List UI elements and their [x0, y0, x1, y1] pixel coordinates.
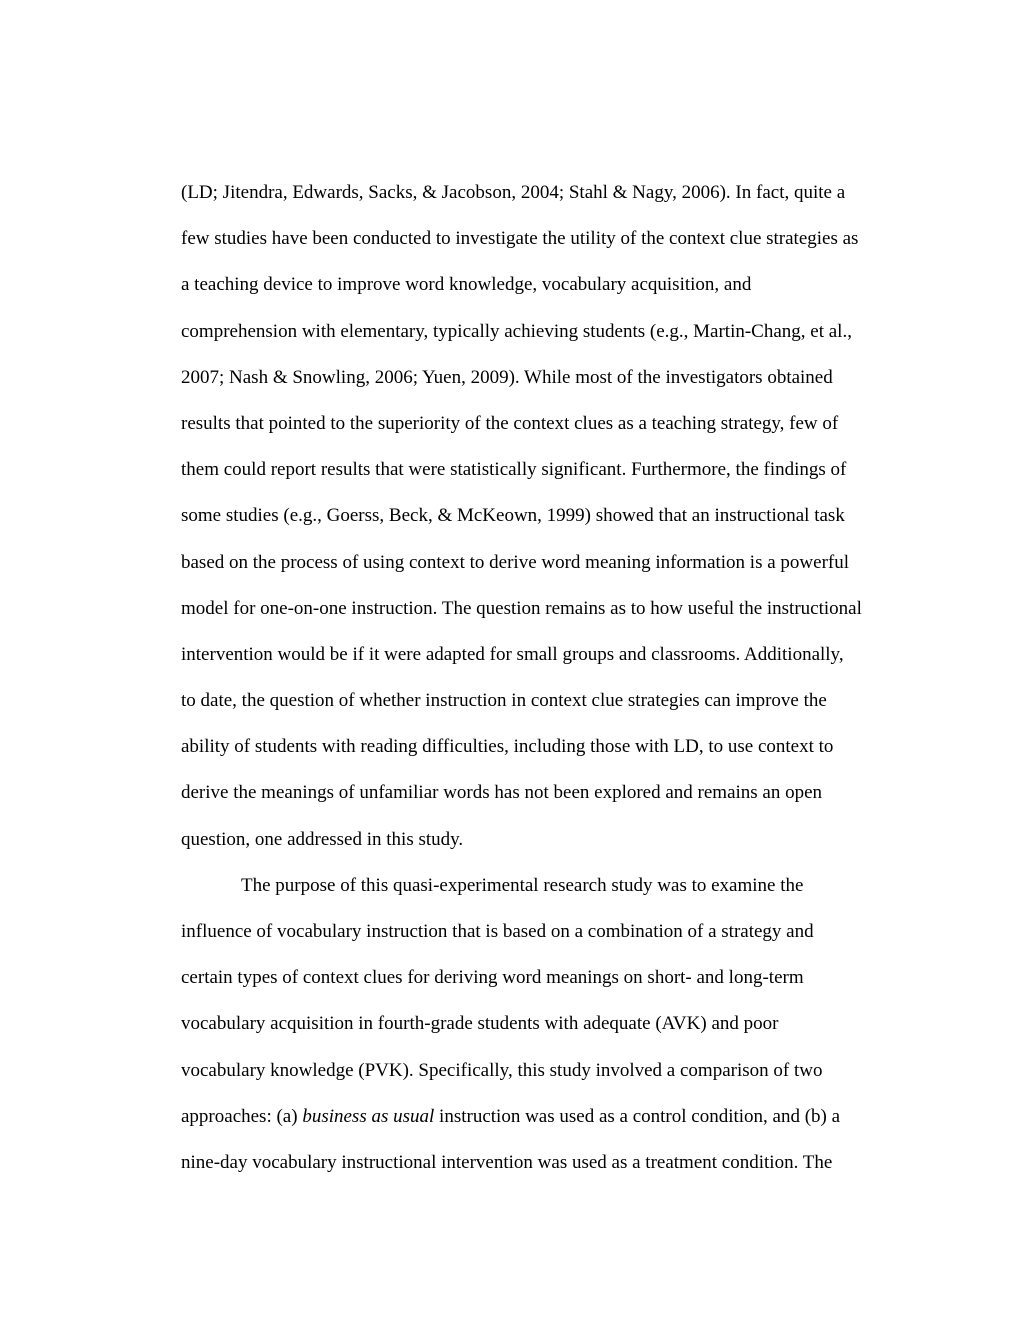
- text-line: vocabulary acquisition in fourth-grade students with adequate (AVK) and poor: [181, 1013, 779, 1035]
- text-line: model for one-on-one instruction. The question remains as to how useful the instructional: [181, 597, 862, 619]
- text-line: 2007; Nash & Snowling, 2006; Yuen, 2009). While most of the investigators obtained: [181, 366, 833, 388]
- text-line: results that pointed to the superiority of the context clues as a teaching strategy, few of: [181, 412, 839, 434]
- text-line: [181, 1100, 921, 1146]
- paragraph: [181, 176, 921, 869]
- text-line: nine-day vocabulary instructional intervention was used as a treatment condition. The: [181, 1151, 833, 1173]
- text-line: (LD; Jitendra, Edwards, Sacks, & Jacobson, 2004; Stahl & Nagy, 2006). In fact, quite a: [181, 182, 846, 203]
- text-segment: instruction was used as a control condition, and (b) a: [434, 1105, 841, 1127]
- text-segment: approaches: (a): [181, 1105, 303, 1127]
- italic-term: business as usual: [302, 1105, 435, 1127]
- text-line: influence of vocabulary instruction that is based on a combination of a strategy and: [181, 921, 814, 942]
- text-line: certain types of context clues for deriving word meanings on short- and long-term: [181, 967, 804, 989]
- text-line: them could report results that were statistically significant. Furthermore, the findings of: [181, 459, 847, 481]
- text-line: few studies have been conducted to investigate the utility of the context clue strategies as: [181, 228, 859, 250]
- text-line: intervention would be if it were adapted for small groups and classrooms. Additionally,: [181, 643, 844, 665]
- body-text: [181, 176, 921, 1192]
- text-line: derive the meanings of unfamiliar words has not been explored and remains an open: [181, 782, 823, 804]
- text-line: question, one addressed in this study.: [181, 828, 464, 850]
- text-line: a teaching device to improve word knowledge, vocabulary acquisition, and: [181, 274, 752, 296]
- text-line: based on the process of using context to derive word meaning information is a powerful: [181, 551, 849, 573]
- text-line: to date, the question of whether instruction in context clue strategies can improve the: [181, 690, 827, 712]
- text-line: The purpose of this quasi-experimental research study was to examine the: [241, 874, 804, 896]
- paragraph: [181, 869, 921, 1192]
- text-line: vocabulary knowledge (PVK). Specifically, this study involved a comparison of two: [181, 1059, 823, 1081]
- text-line: ability of students with reading difficulties, including those with LD, to use context to: [181, 736, 834, 758]
- text-line: comprehension with elementary, typically achieving students (e.g., Martin-Chang, et al.,: [181, 320, 852, 342]
- text-line: some studies (e.g., Goerss, Beck, & McKeown, 1999) showed that an instructional task: [181, 505, 845, 527]
